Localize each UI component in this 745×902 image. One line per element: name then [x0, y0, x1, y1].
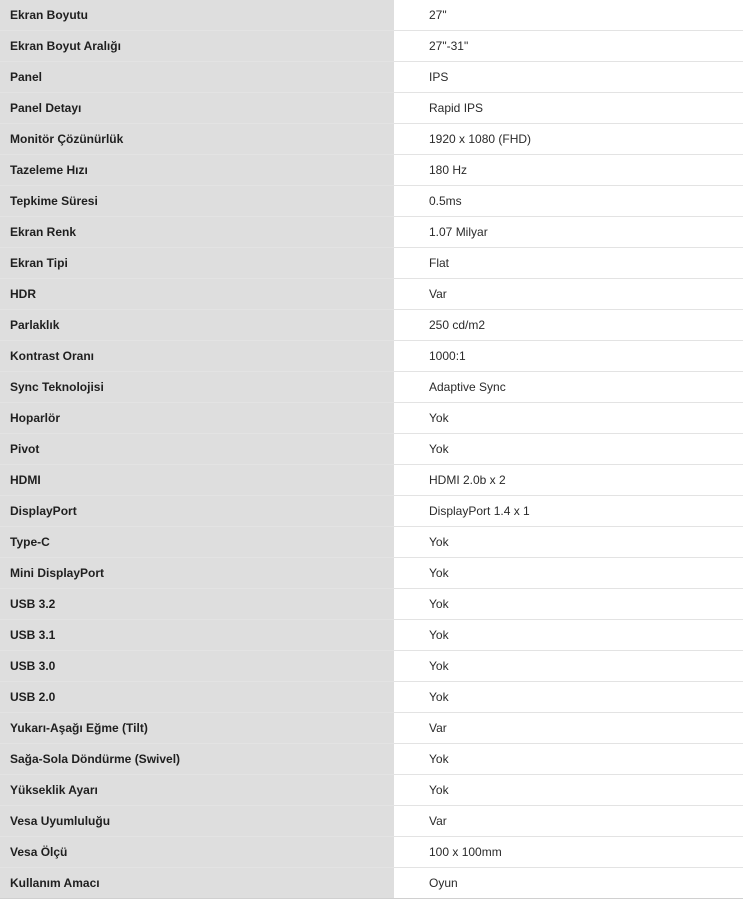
spec-value: Yok: [395, 434, 744, 465]
spec-value: 27": [395, 0, 744, 31]
table-row: [0, 403, 743, 434]
table-row: [0, 806, 743, 837]
spec-value: 0.5ms: [395, 186, 744, 217]
spec-label: Sağa-Sola Döndürme (Swivel): [0, 744, 395, 775]
table-row: [0, 62, 743, 93]
spec-value: Rapid IPS: [395, 93, 744, 124]
spec-value: Oyun: [395, 868, 744, 899]
table-row: [0, 868, 743, 899]
spec-value: Yok: [395, 589, 744, 620]
spec-label: USB 2.0: [0, 682, 395, 713]
spec-label: Ekran Boyutu: [0, 0, 395, 31]
spec-label: USB 3.1: [0, 620, 395, 651]
table-row: [0, 775, 743, 806]
spec-value: HDMI 2.0b x 2: [395, 465, 744, 496]
spec-label: HDMI: [0, 465, 395, 496]
table-row: [0, 341, 743, 372]
table-row: [0, 434, 743, 465]
spec-label: Vesa Uyumluluğu: [0, 806, 395, 837]
table-row: [0, 682, 743, 713]
spec-label: Ekran Tipi: [0, 248, 395, 279]
spec-value: Var: [395, 806, 744, 837]
spec-value: 250 cd/m2: [395, 310, 744, 341]
spec-label: USB 3.0: [0, 651, 395, 682]
spec-value: Yok: [395, 682, 744, 713]
spec-label: Yukarı-Aşağı Eğme (Tilt): [0, 713, 395, 744]
table-row: [0, 186, 743, 217]
table-row: [0, 496, 743, 527]
spec-label: Kullanım Amacı: [0, 868, 395, 899]
spec-label: Type-C: [0, 527, 395, 558]
spec-value: Yok: [395, 620, 744, 651]
spec-value: Yok: [395, 527, 744, 558]
spec-value: Yok: [395, 744, 744, 775]
table-row: [0, 0, 743, 31]
table-row: [0, 372, 743, 403]
spec-label: Panel Detayı: [0, 93, 395, 124]
spec-value: Yok: [395, 651, 744, 682]
spec-label: DisplayPort: [0, 496, 395, 527]
spec-value: Yok: [395, 558, 744, 589]
spec-label: Ekran Boyut Aralığı: [0, 31, 395, 62]
spec-value: Flat: [395, 248, 744, 279]
spec-value: 1920 x 1080 (FHD): [395, 124, 744, 155]
table-row: [0, 310, 743, 341]
table-row: [0, 713, 743, 744]
spec-value: 180 Hz: [395, 155, 744, 186]
spec-label: Tepkime Süresi: [0, 186, 395, 217]
table-row: [0, 527, 743, 558]
spec-label: Hoparlör: [0, 403, 395, 434]
spec-label: USB 3.2: [0, 589, 395, 620]
spec-label: Tazeleme Hızı: [0, 155, 395, 186]
spec-label: Panel: [0, 62, 395, 93]
table-row: [0, 124, 743, 155]
table-row: [0, 620, 743, 651]
table-row: [0, 744, 743, 775]
table-row: [0, 558, 743, 589]
spec-label: Kontrast Oranı: [0, 341, 395, 372]
spec-label: Ekran Renk: [0, 217, 395, 248]
spec-value: 1000:1: [395, 341, 744, 372]
table-row: [0, 31, 743, 62]
table-row: [0, 589, 743, 620]
spec-label: Monitör Çözünürlük: [0, 124, 395, 155]
spec-label: Sync Teknolojisi: [0, 372, 395, 403]
table-row: [0, 217, 743, 248]
spec-label: Vesa Ölçü: [0, 837, 395, 868]
spec-label: Yükseklik Ayarı: [0, 775, 395, 806]
spec-value: Yok: [395, 775, 744, 806]
spec-value: DisplayPort 1.4 x 1: [395, 496, 744, 527]
spec-value: Adaptive Sync: [395, 372, 744, 403]
spec-label: Pivot: [0, 434, 395, 465]
table-row: [0, 155, 743, 186]
spec-value: 100 x 100mm: [395, 837, 744, 868]
table-row: [0, 651, 743, 682]
spec-value: 27"-31": [395, 31, 744, 62]
table-row: [0, 248, 743, 279]
spec-label: Parlaklık: [0, 310, 395, 341]
spec-value: 1.07 Milyar: [395, 217, 744, 248]
spec-value: Yok: [395, 403, 744, 434]
table-row: [0, 93, 743, 124]
table-row: [0, 465, 743, 496]
table-row: [0, 837, 743, 868]
spec-label: Mini DisplayPort: [0, 558, 395, 589]
spec-label: HDR: [0, 279, 395, 310]
spec-value: Var: [395, 713, 744, 744]
spec-value: IPS: [395, 62, 744, 93]
table-row: [0, 279, 743, 310]
spec-value: Var: [395, 279, 744, 310]
